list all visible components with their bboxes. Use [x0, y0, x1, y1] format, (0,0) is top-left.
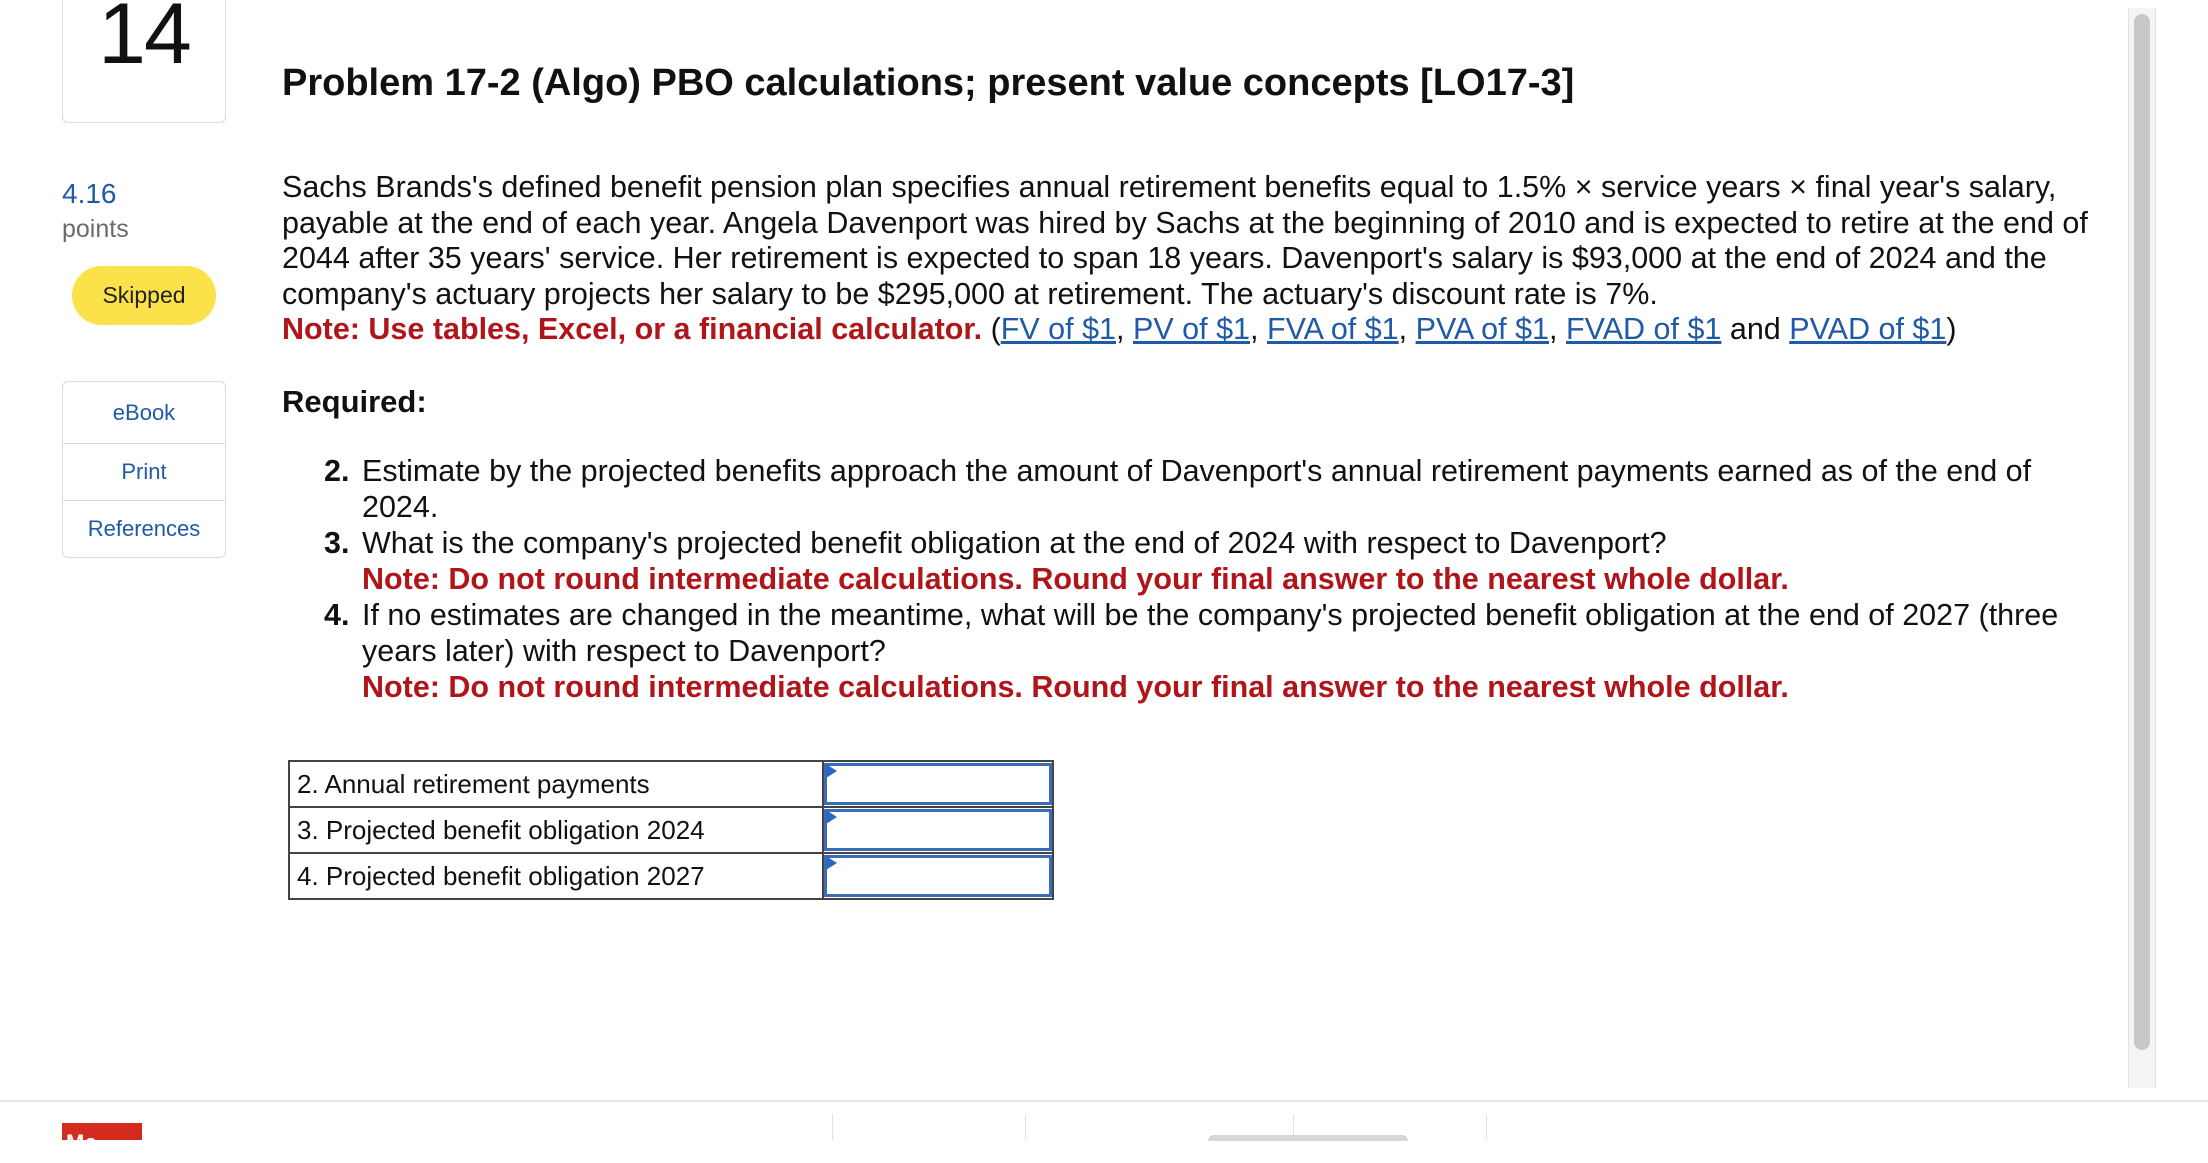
rounding-note: Note: Do not round intermediate calculations. Round your final answer to the nearest whole dollar. — [362, 562, 1789, 596]
brand-logo: Mc — [62, 1123, 142, 1140]
table-row — [289, 853, 1053, 899]
required-item-4 — [324, 597, 2104, 705]
page-title: Problem 17-2 (Algo) PBO calculations; present value concepts [LO17-3] — [282, 62, 1575, 104]
answer-table — [288, 760, 1054, 900]
separator: , — [1250, 312, 1259, 346]
answer-cell — [823, 807, 1053, 853]
calculator-note: Note: Use tables, Excel, or a financial calculator. — [282, 312, 983, 346]
separator: , — [1549, 312, 1558, 346]
references-button[interactable]: References — [63, 500, 225, 557]
problem-statement — [282, 170, 2102, 348]
fvad-table-link[interactable]: FVAD of $1 — [1566, 312, 1722, 346]
paren-close: ) — [1946, 312, 1957, 346]
table-row — [289, 761, 1053, 807]
ebook-button[interactable]: eBook — [112, 399, 176, 425]
separator: , — [1398, 312, 1408, 346]
pbo-2027-input[interactable] — [824, 855, 1052, 897]
status-badge: Skipped — [72, 266, 216, 325]
answer-label: 2. Annual retirement payments — [289, 761, 823, 807]
required-item-number: 3. — [324, 526, 350, 560]
input-marker-icon — [826, 810, 837, 824]
points-label: points — [62, 215, 129, 243]
fv-table-link[interactable]: FV of $1 — [1000, 312, 1117, 346]
rounding-note: Note: Do not round intermediate calculations. Round your final answer to the nearest whole dollar. — [362, 670, 1789, 704]
answer-label: 3. Projected benefit obligation 2024 — [289, 807, 823, 853]
required-item-number: 4. — [324, 598, 350, 632]
required-item-text: Estimate by the projected benefits approach the amount of Davenport's annual retirement payments earned as of the end of 2024. — [362, 454, 2032, 524]
vertical-scrollbar[interactable] — [2128, 8, 2156, 1088]
pbo-2024-input[interactable] — [824, 809, 1052, 851]
bottom-navigation-bar — [0, 1100, 2208, 1155]
required-list — [324, 453, 2104, 705]
pvad-table-link[interactable]: PVAD of $1 — [1789, 312, 1947, 346]
answer-cell — [823, 761, 1053, 807]
tools-panel — [62, 381, 226, 558]
page-nav-tab[interactable] — [1208, 1135, 1408, 1141]
question-number-card — [62, 0, 226, 123]
points-value: 4.16 — [62, 178, 117, 209]
scrollbar-thumb[interactable] — [2134, 14, 2150, 1050]
input-marker-icon — [826, 856, 837, 870]
pv-table-link[interactable]: PV of $1 — [1133, 312, 1250, 346]
answer-label: 4. Projected benefit obligation 2027 — [289, 853, 823, 899]
table-row — [289, 807, 1053, 853]
answer-cell — [823, 853, 1053, 899]
divider — [832, 1114, 833, 1140]
annual-retirement-payments-input[interactable] — [824, 763, 1052, 805]
problem-body: Sachs Brands's defined benefit pension plan specifies annual retirement benefits equal to 1.5% × service years × final year's salary, payable at the end of each year. Angela Davenport was hired by Sachs at the beginning of 2010 and is expected to retire at the end of 2044 after 35 years' service. Her retirement is expected to span 18 years. Davenport's salary is $93,000 at the end of 2024 and the company's actuary projects her salary to be $295,000 at retirement. The actuary's discount rate is 7%. — [282, 170, 2088, 311]
required-item-text: If no estimates are changed in the meantime, what will be the company's projected benefit obligation at the end of 2027 (three years later) with respect to Davenport? — [362, 598, 2059, 668]
fva-table-link[interactable]: FVA of $1 — [1266, 312, 1399, 346]
required-item-text: What is the company's projected benefit obligation at the end of 2024 with respect to Davenport? — [362, 526, 1667, 560]
required-heading: Required: — [282, 384, 427, 419]
question-number: 14 — [98, 0, 190, 82]
pva-table-link[interactable]: PVA of $1 — [1415, 312, 1550, 346]
separator: , — [1116, 312, 1125, 346]
divider — [1486, 1114, 1487, 1140]
required-item-number: 2. — [324, 454, 350, 488]
and-word: and — [1729, 312, 1781, 346]
input-marker-icon — [826, 764, 837, 778]
required-item-2 — [324, 453, 2104, 525]
paren-open: ( — [990, 312, 1001, 346]
print-button[interactable]: Print — [63, 443, 225, 500]
divider — [1025, 1114, 1026, 1140]
required-item-3 — [324, 525, 2104, 597]
